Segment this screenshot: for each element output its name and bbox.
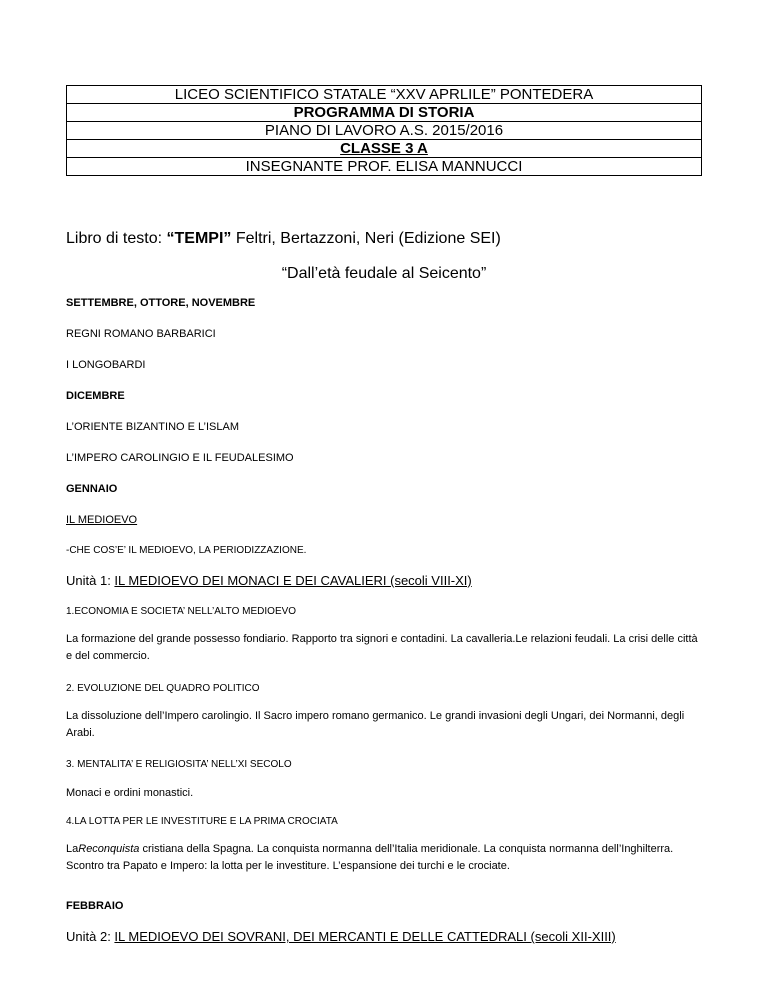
jan-intro: -CHE COS’E’ IL MEDIOEVO, LA PERIODIZZAZIONE.: [66, 545, 307, 556]
feb-heading: FEBBRAIO: [66, 900, 124, 912]
school-year: PIANO DI LAVORO A.S. 2015/2016: [67, 122, 702, 140]
unit-1-section-2: 2. EVOLUZIONE DEL QUADRO POLITICO: [66, 683, 260, 694]
reconquista-rest: cristiana della Spagna. La conquista normanna dell’Italia meridionale. La conquista normanna dell’Inghilterra. Scontro tra Papato e Impero: la lotta per le investiture. L’espansione dei turchi e le crociate.: [66, 843, 674, 872]
unit-1-heading: [66, 573, 472, 588]
unit-1-section-3: 3. MENTALITA’ E RELIGIOSITA’ NELL’XI SECOLO: [66, 759, 292, 770]
unit-1-section-1-text: La formazione del grande possesso fondiario. Rapporto tra signori e contadini. La cavalleria.Le relazioni feudali. La crisi delle città e del commercio.: [66, 633, 698, 662]
book-subtitle: “Dall’età feudale al Seicento”: [281, 265, 487, 282]
sept-item-2: I LONGOBARDI: [66, 359, 146, 371]
textbook-prefix: Libro di testo:: [66, 230, 167, 247]
school-name: LICEO SCIENTIFICO STATALE “XXV APRLILE” PONTEDERA: [67, 86, 702, 104]
unit-1-section-1: 1.ECONOMIA E SOCIETA’ NELL’ALTO MEDIOEVO: [66, 606, 297, 617]
unit-2-title: IL MEDIOEVO DEI SOVRANI, DEI MERCANTI E DELLE CATTEDRALI (secoli XII-XIII): [114, 929, 616, 944]
sept-heading: SETTEMBRE, OTTORE, NOVEMBRE: [66, 297, 256, 309]
unit-1-section-3-text: Monaci e ordini monastici.: [66, 787, 194, 799]
program-title: PROGRAMMA DI STORIA: [67, 104, 702, 122]
textbook-authors: Feltri, Bertazzoni, Neri (Edizione SEI): [231, 230, 501, 247]
jan-topic: IL MEDIOEVO: [66, 514, 138, 526]
unit-2-prefix: Unità 2:: [66, 929, 115, 944]
unit-1-section-4-text: [66, 841, 706, 875]
unit-1-section-2-text: La dissoluzione dell’Impero carolingio. Il Sacro impero romano germanico. Le grandi invasioni degli Ungari, dei Normanni, degli Arabi.: [66, 710, 685, 739]
reconquista-prefix: La: [66, 843, 79, 855]
unit-1-prefix: Unità 1:: [66, 573, 115, 588]
jan-heading: GENNAIO: [66, 483, 118, 495]
textbook-line: [66, 230, 501, 248]
sept-item-1: REGNI ROMANO BARBARICI: [66, 328, 216, 340]
teacher-name: INSEGNANTE PROF. ELISA MANNUCCI: [67, 158, 702, 176]
class-name: CLASSE 3 A: [67, 140, 702, 158]
textbook-title: “TEMPI”: [166, 230, 232, 247]
header-table: [66, 85, 702, 176]
unit-1-section-4: 4.LA LOTTA PER LE INVESTITURE E LA PRIMA CROCIATA: [66, 816, 338, 827]
unit-2-heading: [66, 929, 616, 944]
reconquista-term: Reconquista: [78, 843, 140, 855]
dec-item-2: L’IMPERO CAROLINGIO E IL FEUDALESIMO: [66, 452, 294, 464]
unit-1-title: IL MEDIOEVO DEI MONACI E DEI CAVALIERI (secoli VIII-XI): [114, 573, 472, 588]
dec-heading: DICEMBRE: [66, 390, 125, 402]
dec-item-1: L’ORIENTE BIZANTINO E L’ISLAM: [66, 421, 239, 433]
